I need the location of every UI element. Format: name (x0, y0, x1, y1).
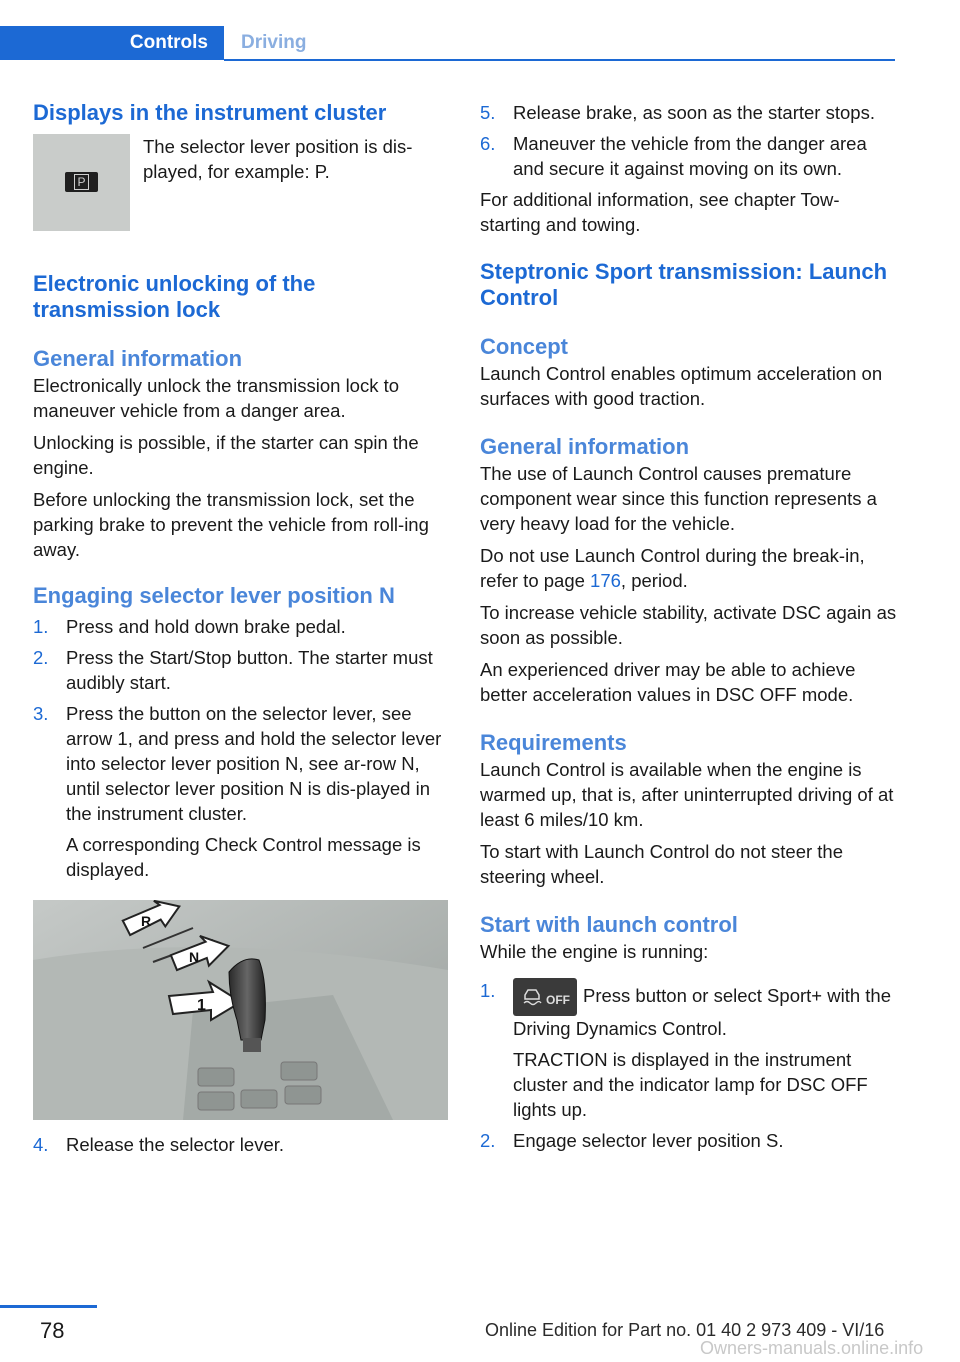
paragraph: Electronically unlock the transmission lock to maneuver vehicle from a danger area. (33, 375, 400, 421)
edition-text: Online Edition for Part no. 01 40 2 973 409 - VI/16 (485, 1320, 885, 1340)
heading-launch-control: Steptronic Sport transmission: Launch Control (480, 259, 888, 310)
list-item-note: TRACTION is displayed in the instrument cluster and the indicator lamp for DSC OFF lights up. (513, 1049, 868, 1120)
list-item: 1. Press and hold down brake pedal. (33, 616, 346, 637)
label-r: R (141, 913, 152, 929)
paragraph: To start with Launch Control do not steer the steering wheel. (480, 841, 844, 887)
paragraph: An experienced driver may be able to achieve better acceleration values in DSC OFF mode. (480, 659, 856, 705)
page-number: 78 (40, 1318, 65, 1343)
right-column (480, 100, 898, 1153)
paragraph: Unlocking is possible, if the starter can spin the engine. (33, 432, 419, 478)
list-item: 5. Release brake, as soon as the starter stops. (480, 102, 875, 123)
list-item: 1. OFF Press button or select Sport+ with the Driving Dynamics Control. (480, 980, 891, 1039)
list-item-note: A corresponding Check Control message is displayed. (66, 834, 421, 880)
header-divider (224, 59, 895, 61)
selector-lever-figure (33, 900, 448, 1120)
heading-concept: Concept (480, 334, 568, 359)
heading-start-launch-control: Start with launch control (480, 912, 738, 937)
list-item: 2. Engage selector lever position S. (480, 1130, 784, 1151)
list-item: 6. Maneuver the vehicle from the danger area and secure it against moving on its own. (480, 133, 867, 179)
paragraph: The use of Launch Control causes premature component wear since this function represents a very heavy load for the vehicle. (480, 463, 877, 534)
label-1: 1 (197, 997, 206, 1014)
paragraph: Do not use Launch Control during the break-in, refer to page 176, period. (480, 545, 865, 591)
tab-controls[interactable]: Controls (0, 26, 224, 60)
list-item: 3. Press the button on the selector lever, see arrow 1, and press and hold the selector lever into selector lever position N, see ar-row N, until selector lever position N is dis-played in the instrument cluster. (33, 703, 442, 824)
instrument-cluster-image (33, 134, 130, 231)
paragraph: To increase vehicle stability, activate DSC again as soon as possible. (480, 602, 897, 648)
heading-requirements: Requirements (480, 730, 627, 755)
paragraph: Before unlocking the transmission lock, set the parking brake to prevent the vehicle from roll-ing away. (33, 489, 429, 560)
list-item: 2. Press the Start/Stop button. The starter must audibly start. (33, 647, 433, 693)
dsc-off-button-icon: OFF (513, 978, 577, 1016)
heading-engaging-n: Engaging selector lever position N (33, 583, 395, 608)
paragraph: Launch Control is available when the engine is warmed up, that is, after uninterrupted driving of at least 6 miles/10 km. (480, 759, 894, 830)
list-item: 4. Release the selector lever. (33, 1134, 285, 1155)
header-bar (0, 26, 895, 62)
tab-driving[interactable]: Driving (241, 32, 307, 53)
paragraph: For additional information, see chapter Tow-starting and towing. (480, 189, 840, 235)
left-column (33, 100, 448, 1157)
paragraph: Launch Control enables optimum acceleration on surfaces with good traction. (480, 363, 883, 409)
selector-p-icon: P (74, 174, 89, 190)
watermark: Owners-manuals.online.info (700, 1338, 924, 1358)
heading-electronic-unlocking: Electronic unlocking of the transmission lock (33, 271, 316, 322)
footer-divider (0, 1305, 97, 1308)
displays-text: The selector lever position is dis-played, for example: P. (143, 136, 413, 182)
heading-displays: Displays in the instrument cluster (33, 100, 387, 125)
heading-general-information: General information (33, 346, 243, 371)
label-n: N (189, 949, 200, 965)
paragraph: While the engine is running: (480, 941, 709, 962)
heading-general-information: General information (480, 434, 690, 459)
page-link[interactable]: 176 (590, 570, 621, 591)
